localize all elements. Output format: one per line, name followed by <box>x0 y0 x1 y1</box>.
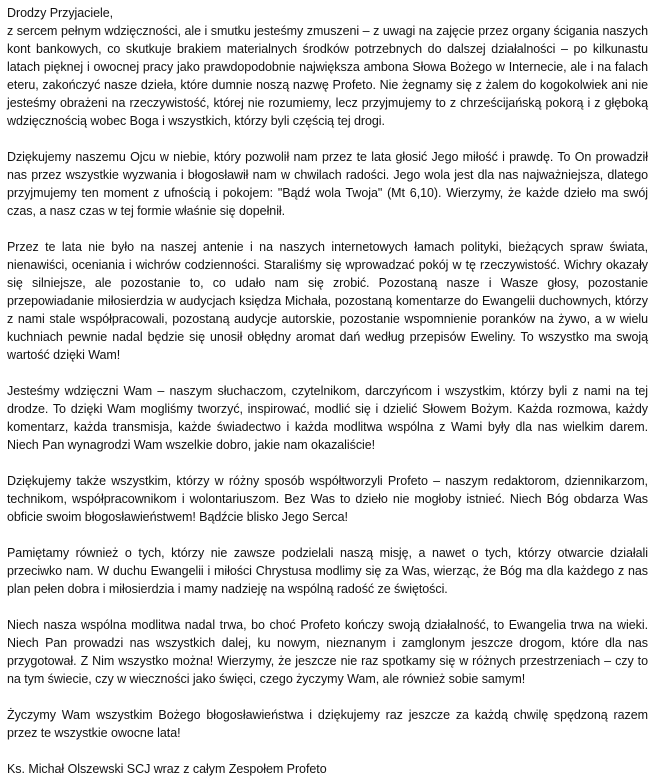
paragraph-blessing: Życzymy Wam wszystkim Bożego błogosławieństwa i dziękujemy raz jeszcze za każdą chwilę spędzoną razem przez te wszystkie owocne lata! <box>7 708 648 740</box>
letter-signature: Ks. Michał Olszewski SCJ wraz z całym Zespołem Profeto <box>7 762 327 776</box>
paragraph-prayer: Niech nasza wspólna modlitwa nadal trwa, bo choć Profeto kończy swoją działalność, to Ewangelia trwa na wieki. Niech Pan prowadzi nas wszystkich dalej, ku nowym, nieznanym i zamglonym jeszcze drogom, które dla nas przygotował. Z Nim wszystko można! Wierzymy, że jeszcze nie raz spotkamy się w różnych przestrzeniach – czy to na tym świecie, czy w wieczności jako święci, czego życzymy Wam, ale również sobie samym! <box>7 618 648 686</box>
paragraph-opponents: Pamiętamy również o tych, którzy nie zawsze podzielali naszą misję, a nawet o tych, którzy otwarcie działali przeciwko nam. W duchu Ewangelii i miłości Chrystusa modlimy się za Was, wierząc, że Bóg ma dla każdego z nas plan pełen dobra i miłosierdzia i mamy nadzieję na wspólną radość ze świętości. <box>7 546 648 596</box>
paragraph-opening: z sercem pełnym wdzięczności, ale i smutku jesteśmy zmuszeni – z uwagi na zajęcie przez organy ścigania naszych kont bankowych, co skutkuje brakiem materialnych środków potrzebnych do dalszej działalności – po kilkunastu latach pięknej i owocnej pracy jako prawdopodobnie największa ambona Słowa Bożego w Internecie, ale i na falach eteru, zakończyć nasze dzieła, które dumnie noszą nazwę Profeto. Nie żegnamy się z żalem do kogokolwiek ani nie jesteśmy obrażeni na rzeczywistość, której nie rozumiemy, lecz przyjmujemy to z chrześcijańską pokorą i z głęboką wdzięcznością wobec Boga i wszystkich, którzy byli częścią tej drogi. <box>7 24 648 128</box>
letter-salutation: Drodzy Przyjaciele, <box>7 6 114 20</box>
paragraph-thanks-god: Dziękujemy naszemu Ojcu w niebie, który pozwolił nam przez te lata głosić Jego miłość i prawdę. To On prowadził nas przez wszystkie wyzwania i błogosławił nam w chwilach radości. Jego wola jest dla nas najważniejsza, dlatego przyjmujemy ten moment z ufnością i pokojem: "Bądź wola Twoja" (Mt 6,10). Wierzymy, że każde dzieło ma swój czas, a nasz czas w tej formie właśnie się dopełnił. <box>7 150 648 218</box>
letter-body <box>7 4 648 778</box>
paragraph-thanks-audience: Jesteśmy wdzięczni Wam – naszym słuchaczom, czytelnikom, darczyńcom i wszystkim, którzy byli z nami na tej drodze. To dzięki Wam mogliśmy tworzyć, inspirować, modlić się i dzielić Słowem Bożym. Każda rozmowa, każdy komentarz, każda transmisja, każde świadectwo i każda modlitwa wspólna z Wami były dla nas wielkim darem. Niech Pan wynagrodzi Wam wszelkie dobro, jakie nam okazaliście! <box>7 384 648 452</box>
paragraph-legacy: Przez te lata nie było na naszej antenie i na naszych internetowych łamach polityki, bieżących spraw świata, nienawiści, oceniania i wichrów codzienności. Staraliśmy się wprowadzać pokój w tę rzeczywistość. Wichry okazały się silniejsze, ale pozostanie to, co udało nam się zrobić. Pozostaną nasze i Wasze głosy, pozostanie przepowiadanie miłosierdzia w audycjach księdza Michała, pozostaną komentarze do Ewangelii duchownych, którzy z nami stale współpracowali, pozostaną audycje autorskie, pozostanie wspomnienie poranków na żywo, a w wielu kuchniach pewnie nadal będzie się unosił obłędny aromat dań według przepisów Eweliny. To wszystko ma swoją wartość dzięki Wam! <box>7 240 648 362</box>
paragraph-thanks-team: Dziękujemy także wszystkim, którzy w różny sposób współtworzyli Profeto – naszym redaktorom, dziennikarzom, technikom, współpracownikom i wolontariuszom. Bez Was to dzieło nie mogłoby istnieć. Niech Bóg obdarza Was obficie swoim błogosławieństwem! Bądźcie blisko Jego Serca! <box>7 474 648 524</box>
